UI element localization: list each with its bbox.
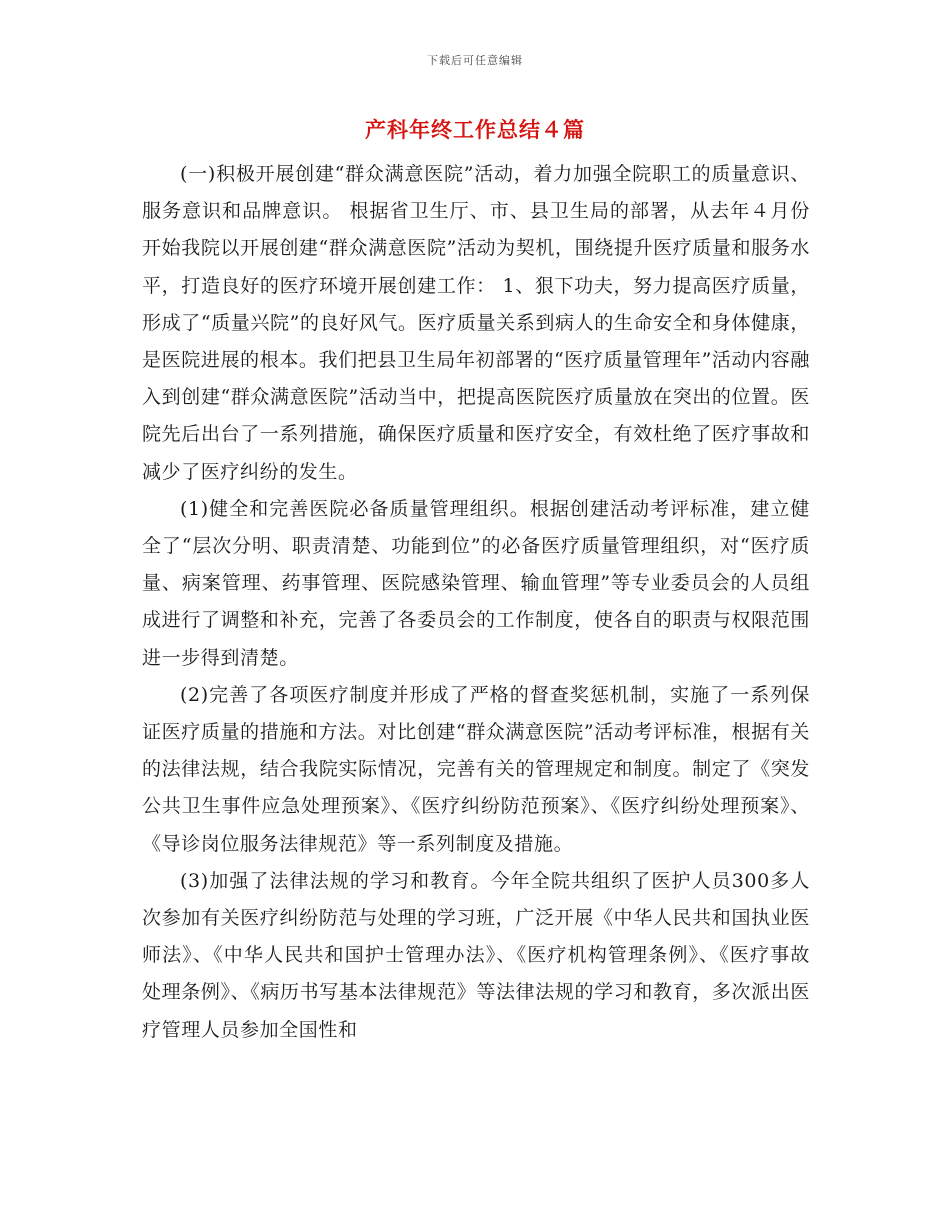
- document-title: 产科年终工作总结４篇: [365, 117, 585, 142]
- paragraph-intro: (一)积极开展创建“群众满意医院”活动，着力加强全院职工的质量意识、服务意识和品牌意识。 根据省卫生厅、市、县卫生局的部署，从去年４月份开始我院以开展创建“群众满意医院”活动为契机，围绕提升医疗质量和服务水平，打造良好的医疗环境开展创建工作： 1、狠下功夫，努力提高医疗质量，形成了“质量兴院”的良好风气。医疗质量关系到病人的生命安全和身体健康，是医院进展的根本。我们把县卫生局年初部署的“医疗质量管理年”活动内容融入到创建“群众满意医院”活动当中，把提高医院医疗质量放在突出的位置。医院先后出台了一系列措施，确保医疗质量和医疗安全，有效杜绝了医疗事故和减少了医疗纠纷的发生。: [142, 163, 810, 483]
- header-note: 下载后可任意编辑: [427, 54, 523, 67]
- paragraph-3: (3)加强了法律法规的学习和教育。今年全院共组织了医护人员300多人次参加有关医疗纠纷防范与处理的学习班，广泛开展《中华人民共和国执业医师法》、《中华人民共和国护士管理办法》、《医疗机构管理条例》、《医疗事故处理条例》、《病历书写基本法律规范》等法律法规的学习和教育，多次派出医疗管理人员参加全国性和: [142, 869, 810, 1041]
- paragraph-1: (1)健全和完善医院必备质量管理组织。根据创建活动考评标准，建立健全了“层次分明、职责清楚、功能到位”的必备医疗质量管理组织，对“医疗质量、病案管理、药事管理、医院感染管理、输血管理”等专业委员会的人员组成进行了调整和补充，完善了各委员会的工作制度，使各自的职责与权限范围进一步得到清楚。: [142, 497, 810, 669]
- paragraph-2: (2)完善了各项医疗制度并形成了严格的督查奖惩机制，实施了一系列保证医疗质量的措施和方法。对比创建“群众满意医院”活动考评标准，根据有关的法律法规，结合我院实际情况，完善有关的管理规定和制度。制定了《突发公共卫生事件应急处理预案》、《医疗纠纷防范预案》、《医疗纠纷处理预案》、《导诊岗位服务法律规范》等一系列制度及措施。: [142, 683, 810, 855]
- document-body: [142, 156, 810, 1049]
